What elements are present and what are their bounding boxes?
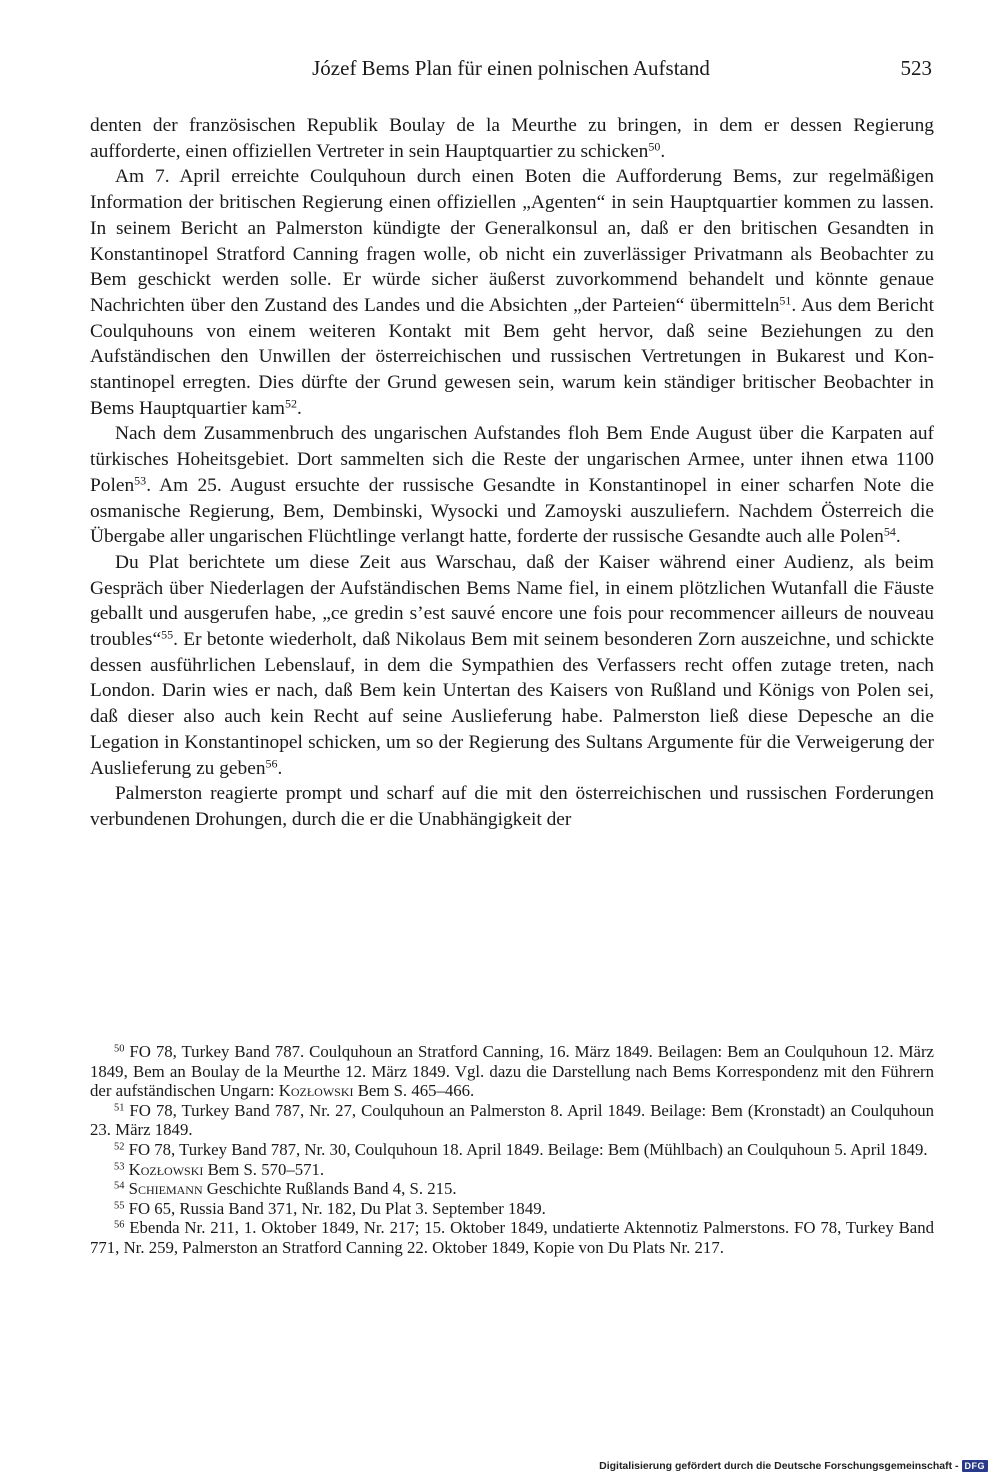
footnote-55: $^{55}$ FO 65, Russia Band 371, Nr. 182, Du Plat 3. September 1849. [114, 1198, 546, 1218]
footnote-ref-55[interactable]: 55 [161, 627, 174, 642]
paragraph-2: Am 7. April erreichte Coulquhoun durch einen Boten die Aufforderung Bems, zur regelmäßigen Information der britischen Regierung einen offiziellen „Agenten“ in sein Hauptquartier kommen zu lassen. In seinem Bericht an Palmerston kündigte der Generalkonsul an, daß er den britischen Gesandten in Konstantinopel Stratford Canning fragen wolle, ob nicht ein zuverlässiger Privatmann als Beobachter zu Bem geschickt werden solle. Er würde sicher äußerst zuvorkommend behandelt und könnte genaue Nachrichten über den Zustand des Landes und die Absichten „der Parteien“ übermitteln$^{51}$. Aus dem Bericht Coulquhouns von einem weiteren Kontakt mit Bem geht hervor, daß seine Beziehungen zu den Aufständischen den Unwillen der österreichischen und russischen Vertretungen in Bukarest und Konstantinopel erregten. Dies dürfte der Grund gewesen sein, warum kein ständiger britischer Beobachter in Bems Hauptquartier kam$^{52}$. [90, 166, 934, 419]
footnote-ref-52[interactable]: 52 [284, 396, 297, 411]
paragraph-5: Palmerston reagierte prompt und scharf auf die mit den österreichischen und russischen Forderungen verbundenen Drohungen, durch die er die Unabhängigkeit der [90, 783, 934, 830]
digitization-footer [599, 1457, 988, 1475]
paragraph-1: denten der französischen Republik Boulay de la Meurthe zu bringen, in dem er dessen Regierung aufforderte, einen offiziellen Vertreter in sein Hauptquartier zu schicken$^{50}$. [90, 115, 934, 162]
footnote-53: $^{53}$ Kozłowski Bem S. 570–571. [114, 1159, 325, 1179]
running-header [90, 56, 932, 88]
footnote-51: $^{51}$ FO 78, Turkey Band 787, Nr. 27, Coulquhoun an Palmerston 8. April 1849. Beilage: Bem (Kronstadt) an Coulquhoun 23. März 1849. [90, 1100, 934, 1140]
footnote-50: $^{50}$ FO 78, Turkey Band 787. Coulquhoun an Stratford Canning, 16. März 1849. Beilagen: Bem an Coulquhoun 12. März 1849, Bem an Boulay de la Meurthe 12. März 1849. Vgl. dazu die Darstellung nach Bems Korrespondenz mit den Führern der aufständischen Ungarn: Kozłowski Bem S. 465–466. [90, 1042, 934, 1101]
footnote-ref-51[interactable]: 51 [779, 293, 792, 308]
footnote-ref-53[interactable]: 53 [134, 473, 147, 488]
footnote-56: $^{56}$ Ebenda Nr. 211, 1. Oktober 1849, Nr. 217; 15. Oktober 1849, undatierte Aktennotiz Palmerstons. FO 78, Turkey Band 771, Nr. 259, Palmerston an Stratford Canning 22. Oktober 1849, Kopie von Du Plats Nr. 217. [90, 1218, 935, 1257]
main-text [90, 113, 934, 833]
footnotes [90, 1042, 934, 1258]
footnote-54: $^{54}$ Schiemann Geschichte Rußlands Band 4, S. 215. [114, 1179, 457, 1199]
footnote-ref-54[interactable]: 54 [883, 524, 896, 539]
footnote-52: $^{52}$ FO 78, Turkey Band 787, Nr. 30, Coulquhoun 18. April 1849. Beilage: Bem (Mühlbach) an Coulquhoun 5. April 1849. [114, 1139, 928, 1159]
footnote-ref-50[interactable]: 50 [648, 139, 661, 154]
dfg-logo-icon: DFG [962, 1460, 989, 1472]
page-number: 523 [900, 56, 932, 80]
paragraph-3: Nach dem Zusammenbruch des ungarischen Aufstandes floh Bem Ende August über die Karpaten auf türkisches Hoheitsgebiet. Dort sammelten sich die Reste der ungarischen Armee, unter ihnen etwa 1100 Polen$^{53}$. Am 25. August ersuchte der russische Gesandte in Konstantinopel in einer scharfen Note die osmanische Regierung, Bem, Dembinski, Wysocki und Zamoyski auszuliefern. Nachdem Österreich die Übergabe aller ungarischen Flüchtlinge verlangt hatte, forderte der russische Gesandte auch alle Polen$^{54}$. [90, 423, 934, 548]
paragraph-4: Du Plat berichtete um diese Zeit aus Warschau, daß der Kaiser während einer Audienz, als beim Gespräch über Niederlagen der Aufständischen Bems Name fiel, in einem plötzlichen Wutanfall die Fäuste geballt und ausgerufen habe, „ce gredin s’est sauvé encore une fois pour recommencer ailleurs de nouveau troubles“$^{55}$. Er betonte wiederholt, daß Nikolaus Bem mit seinem besonderen Zorn auszeichne, und schickte dessen ausführlichen Lebenslauf, in dem die Sympathien des Verfassers recht offen zutage treten, nach London. Darin wies er nach, daß Bem kein Untertan des Kaisers von Rußland und Königs von Polen sei, daß dieser also auch kein Recht auf seine Auslieferung habe. Palmerston ließ diese Depesche an die Legation in Konstantinopel schicken, um so der Regierung des Sultans Argumente für die Verweigerung der Auslieferung zu geben$^{56}$. [90, 551, 934, 779]
footnote-ref-56[interactable]: 56 [265, 755, 278, 770]
running-title: Józef Bems Plan für einen polnischen Aufstand [312, 56, 710, 80]
footer-text: Digitalisierung gefördert durch die Deutsche Forschungsgemeinschaft - [599, 1460, 959, 1472]
